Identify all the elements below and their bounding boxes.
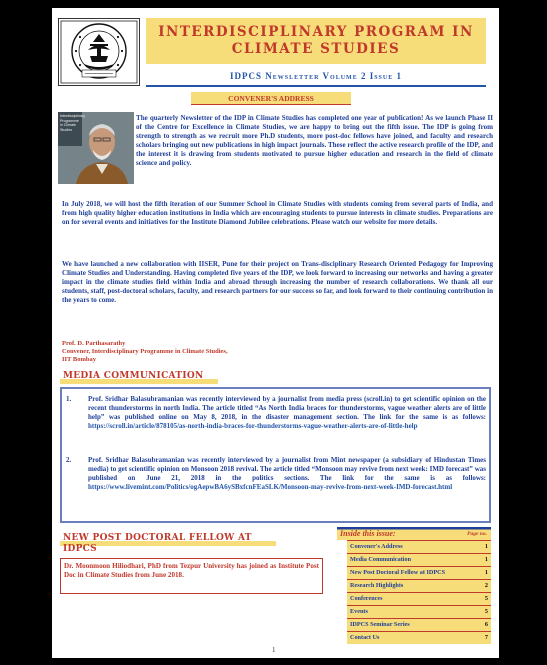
page-number: 1 bbox=[272, 646, 276, 654]
toc-item-page: 5 bbox=[484, 595, 488, 602]
inside-this-issue-panel bbox=[337, 526, 491, 658]
signature-name: Prof. D. Parthasarathy bbox=[62, 340, 126, 347]
toc-item[interactable] bbox=[347, 540, 491, 553]
toc-item-label: Research Highlights bbox=[350, 582, 404, 589]
convener-paragraph-2: In July 2018, we will host the fifth iteration of our Summer School in Climate Studies with students coming from several parts of India, and from high quality higher education institutions in India which are encouraging students to pursue interests in climate studies. Preparations are on for several events and initiatives for the Institute Diamond Jubilee celebrations. Please watch our website for more details. bbox=[62, 200, 493, 227]
newsletter-title-banner bbox=[146, 18, 486, 64]
iit-bombay-logo bbox=[58, 18, 140, 86]
toc-item-label: Media Communication bbox=[350, 556, 412, 563]
toc-item-label: IDPCS Seminar Series bbox=[350, 621, 410, 628]
media-item-number: 1. bbox=[66, 395, 72, 403]
toc-item[interactable] bbox=[347, 566, 491, 579]
toc-item-page: 7 bbox=[484, 634, 488, 641]
toc-item[interactable] bbox=[347, 553, 491, 566]
toc-item[interactable] bbox=[347, 631, 491, 644]
toc-item-label: Events bbox=[350, 608, 368, 615]
convener-paragraph-3: We have launched a new collaboration with IISER, Pune for their project on Trans-disciplinary Research Oriented Pedagogy for Improving Climate Studies and Understanding. Having completed five years of the IDP, we look forward to increasing our networks and having a greater impact in the climate studies field within India and abroad through increasing the number of research collaborations. We thank all our students, staff, post-doctoral scholars, faculty, and research partners for our success so far, and look forward to their continuing contribution in the years to come. bbox=[62, 260, 493, 305]
newsletter-page bbox=[52, 8, 499, 658]
toc-item-page: 1 bbox=[484, 556, 488, 563]
convener-signature bbox=[62, 340, 228, 364]
toc-item-page: 5 bbox=[484, 608, 488, 615]
toc-item[interactable] bbox=[347, 592, 491, 605]
toc-heading-label: Inside this issue: bbox=[340, 529, 396, 538]
media-item-text bbox=[88, 395, 486, 431]
toc-list bbox=[337, 540, 491, 644]
header-divider bbox=[146, 85, 486, 87]
convener-paragraph-1: The quarterly Newsletter of the IDP in Climate Studies has completed one year of publication! As we launch Phase II of the Centre for Excellence in Climate Studies, we are happy to bring out the fifth issue. The IDP is going from strength to strength as we recruit more Ph.D students, more post-doc fellows have joined, and faculty and research scholars bringing out new publications in high impact journals. These reflect the active research profile of the IDP, and the interest it is drawing from students motivated to pursue higher education and research in the field of climate science and policy. bbox=[136, 114, 493, 168]
toc-item-label: Conferences bbox=[350, 595, 383, 602]
media-item-link[interactable]: https://www.livemint.com/Politics/ogAepwBA6ySBxfcnFEaSLK/Monsoon-may-revive-from-next-week-IMD-forecast.html bbox=[88, 483, 453, 492]
toc-item-page: 6 bbox=[484, 621, 488, 628]
media-item-body: Prof. Sridhar Balasubramanian was recently interviewed by a journalist from media press (scroll.in) to get scientific opinion on the recent thunderstorms in north India. The article titled “As North India braces for thunderstorms, vague weather alerts are of little help” was published online on May 8, 2018, in the disaster management section. The link for the same is as follows: bbox=[88, 395, 486, 422]
convener-address-heading: CONVENER'S ADDRESS bbox=[191, 92, 351, 105]
toc-item-page: 1 bbox=[484, 569, 488, 576]
postdoc-fellow-text: Dr. Moonmoon Hiliodhari, PhD from Tezpur University has joined as Institute Post Doc in Climate Studies from June 2018. bbox=[60, 558, 323, 594]
media-item-link[interactable]: https://scroll.in/article/878105/as-north-india-braces-for-thunderstorms-vague-weather-alerts-are-of-little-help bbox=[88, 422, 418, 431]
convener-photo bbox=[58, 112, 134, 184]
photo-caption-text: Interdisciplinary Programme in Climate Studies bbox=[60, 114, 85, 132]
toc-item-label: Convener's Address bbox=[350, 543, 403, 550]
media-item-number: 2. bbox=[66, 456, 72, 464]
toc-item[interactable] bbox=[347, 605, 491, 618]
toc-item[interactable] bbox=[347, 618, 491, 631]
toc-item-label: New Post Doctoral Fellow at IDPCS bbox=[350, 569, 446, 576]
toc-page-label: Page no. bbox=[467, 531, 487, 537]
toc-item[interactable] bbox=[347, 579, 491, 592]
media-item-body: Prof. Sridhar Balasubramanian was recently interviewed by a journalist from Mint newspaper (a subsidiary of Hindustan Times media) to get scientific opinion on Monsoon 2018 revival. The article titled “Monsoon may revive from next week: IMD forecast” was published on June 21, 2018 in the politics sections. The link for the same is as follows: bbox=[88, 456, 486, 483]
media-item-text bbox=[88, 456, 486, 492]
newsletter-issue-label: IDPCS Newsletter Volume 2 Issue 1 bbox=[230, 71, 402, 81]
title-line-2: CLIMATE STUDIES bbox=[231, 41, 401, 57]
toc-heading bbox=[337, 527, 491, 540]
media-communication-box bbox=[60, 387, 491, 523]
toc-item-page: 1 bbox=[484, 543, 488, 550]
signature-org: IIT Bombay bbox=[62, 356, 97, 363]
media-communication-heading: MEDIA COMMUNICATION bbox=[60, 371, 218, 384]
toc-item-page: 2 bbox=[484, 582, 488, 589]
seal-icon bbox=[60, 20, 138, 84]
title-line-1: INTERDISCIPLINARY PROGRAM IN bbox=[158, 24, 474, 40]
signature-role: Convener, Interdisciplinary Programme in Climate Studies, bbox=[62, 348, 228, 355]
toc-item-label: Contact Us bbox=[350, 634, 380, 641]
postdoc-fellow-heading: NEW POST DOCTORAL FELLOW AT IDPCS bbox=[60, 533, 276, 546]
